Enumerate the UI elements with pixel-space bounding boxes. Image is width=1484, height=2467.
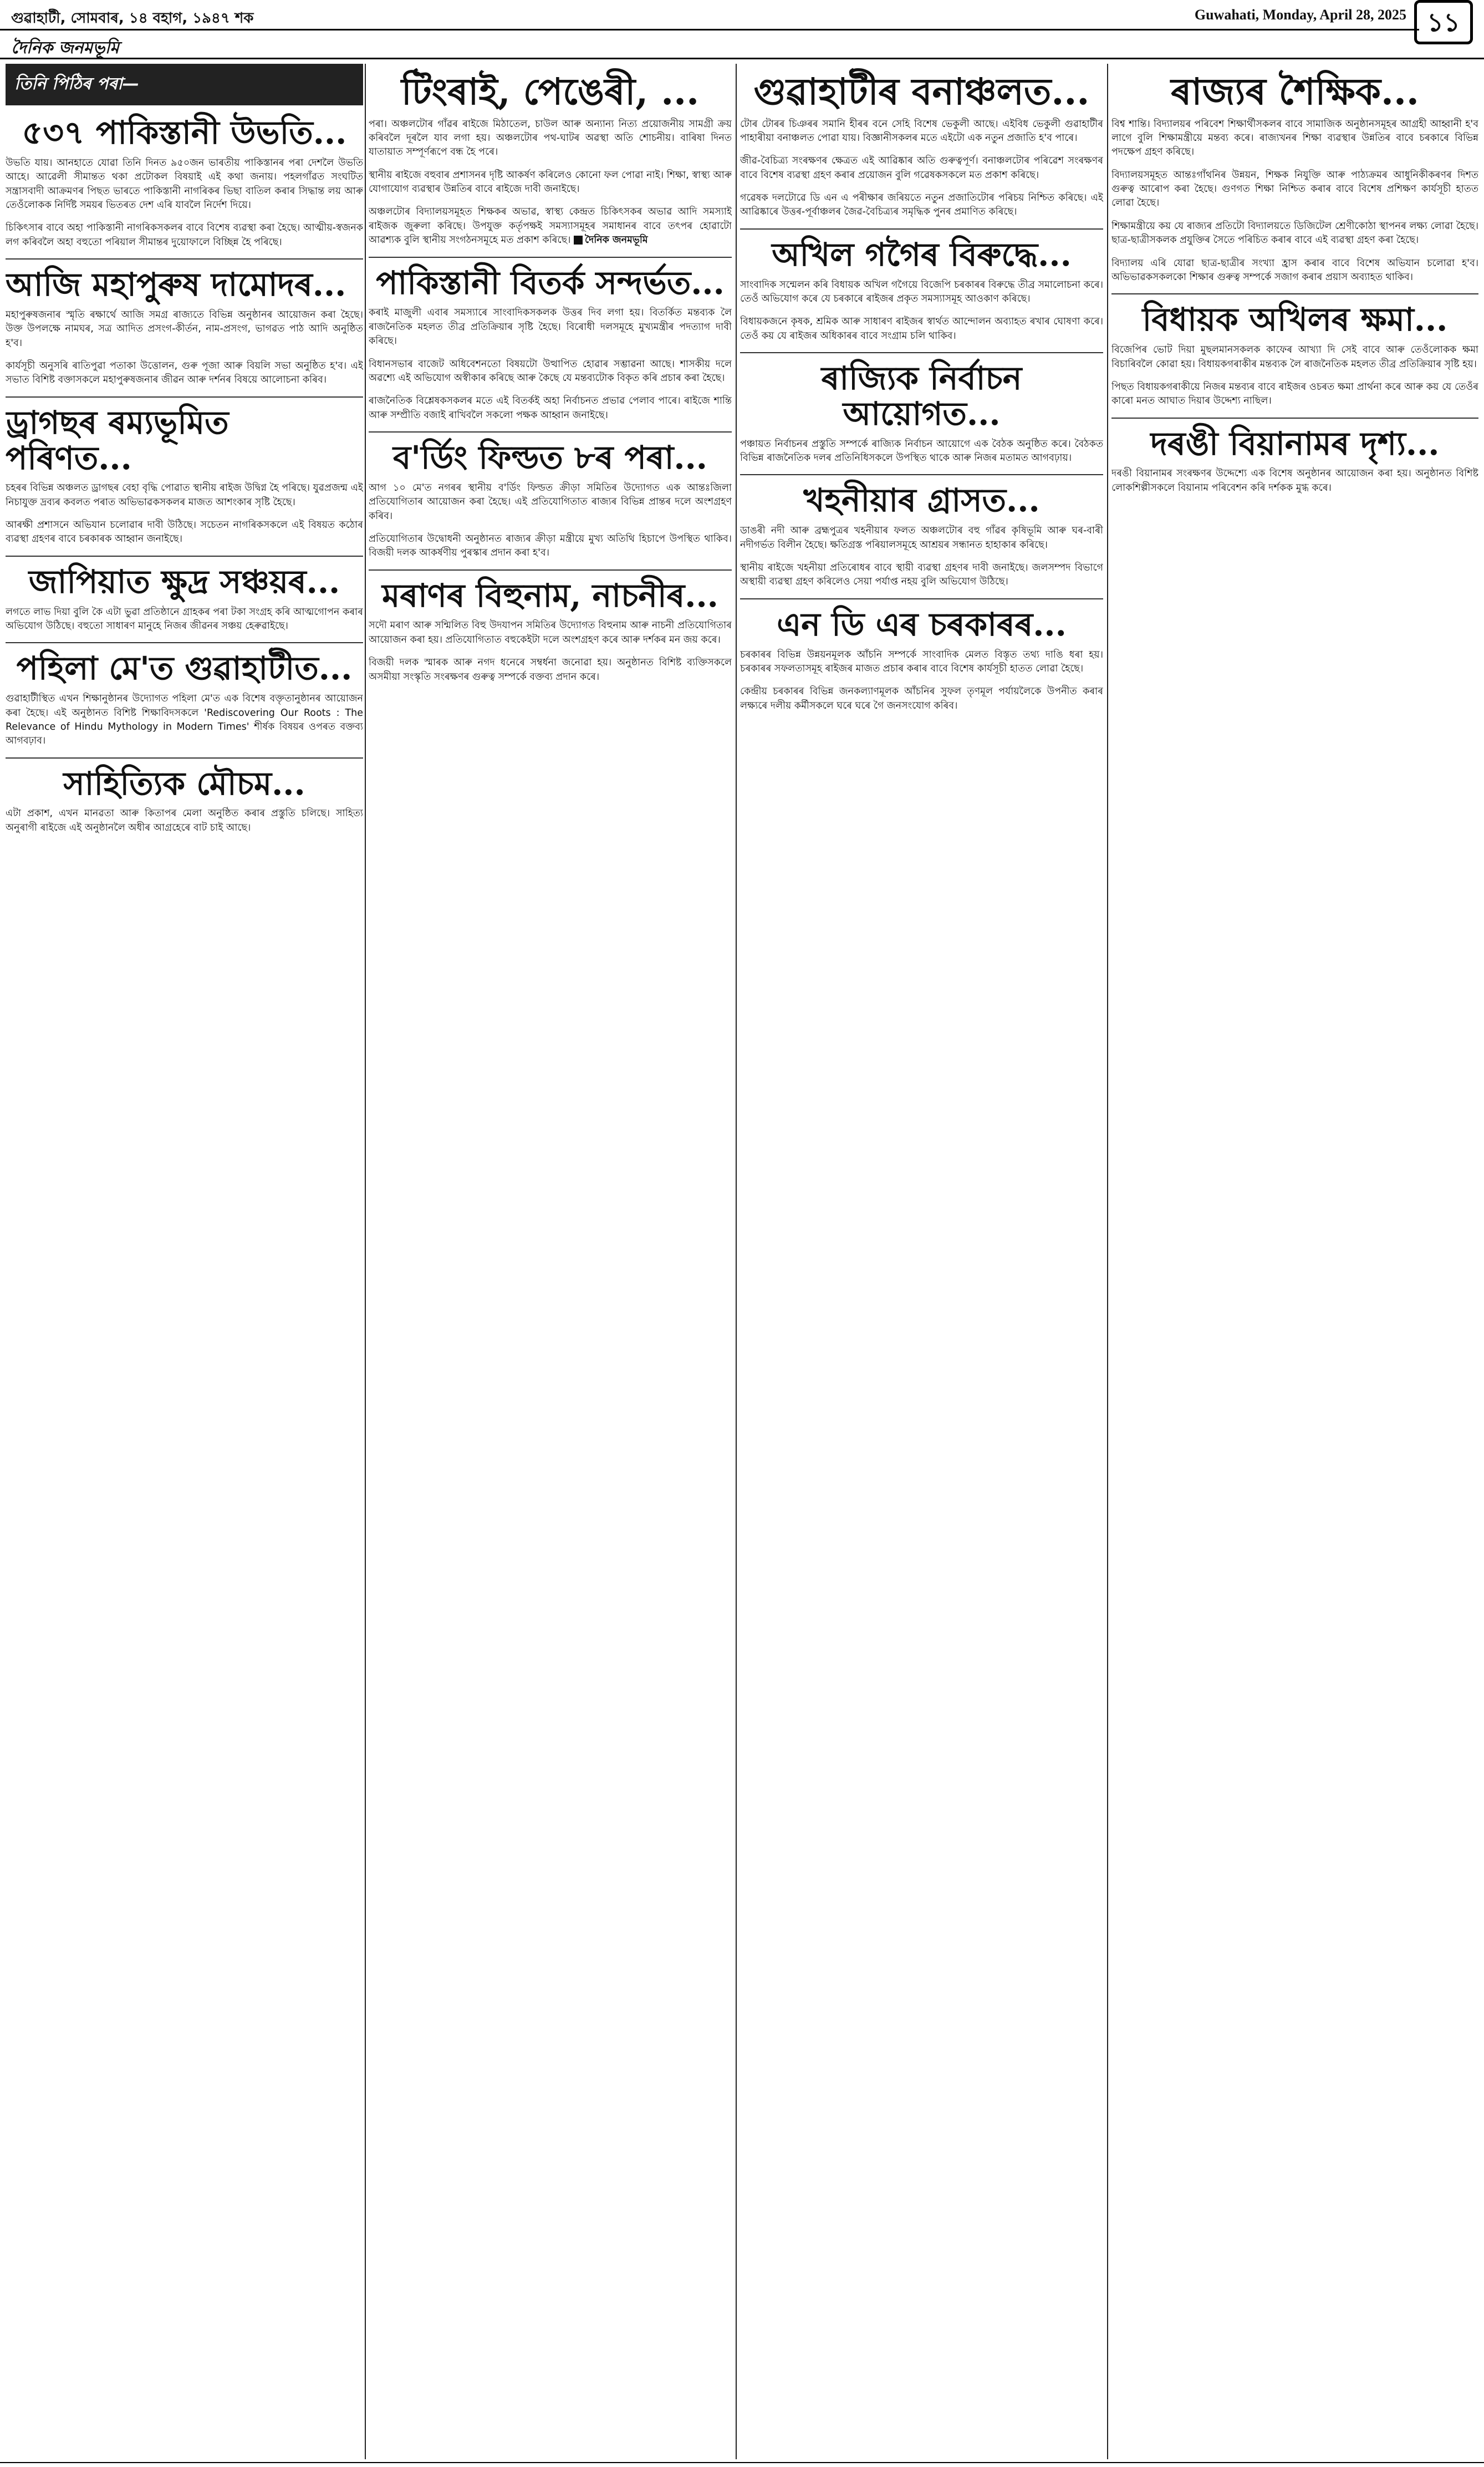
page-footer-rule: [0, 2462, 1484, 2463]
column-2: [369, 64, 732, 2459]
column-4: [1111, 64, 1478, 2459]
article-paragraph: গুৱাহাটীস্থিত এখন শিক্ষানুষ্ঠানৰ উদ্যোগত পহিলা মে'ত এক বিশেষ বক্তৃতানুষ্ঠানৰ আয়োজন কৰা হৈছে। এই অনুষ্ঠানত বিশিষ্ট শিক্ষাবিদসকলে 'Rediscovering Our Roots : The Relevance of Hindu Mythology in Modern Times' শীৰ্ষক বিষয়ৰ ওপৰত বক্তব্য আগবঢ়াব।: [6, 693, 363, 747]
article-paragraph: সদৌ মৰাণ আৰু সন্মিলিত বিহু উদযাপন সমিতিৰ উদ্যোগত বিহুনাম আৰু নাচনী প্ৰতিযোগিতাৰ আয়োজন কৰা হয়। প্ৰতিযোগিতাত বহুকেইটা দলে অংশগ্ৰহণ কৰে আৰু দৰ্শকৰ মন জয় কৰে।: [369, 620, 732, 645]
article-paragraph: অঞ্চলটোৰ বিদ্যালয়সমূহত শিক্ষকৰ অভাৱ, স্বাস্থ্য কেন্দ্ৰত চিকিৎসকৰ অভাৱ আদি সমস্যাই ৰাইজক জুৰুলা কৰিছে। উপযুক্ত কৰ্তৃপক্ষই সমস্যাসমূহৰ সমাধানৰ বাবে তৎপৰ হোৱাটো আৱশ্যক বুলি স্থানীয় সংগঠনসমূহে মত প্ৰকাশ কৰিছে। দৈনিক জনমভূমি: [369, 206, 732, 246]
article-paragraph: চিকিৎসাৰ বাবে অহা পাকিস্তানী নাগৰিকসকলৰ বাবে বিশেষ ব্যৱস্থা কৰা হৈছে। আত্মীয়-স্বজনক লগ কৰিবলৈ অহা বহুতো পৰিয়াল সীমান্তৰ দুয়োফালে বিচ্ছিন্ন হৈ পৰিছে।: [6, 222, 363, 248]
article-paragraph: আগ ১০ মে'ত নগৰৰ স্থানীয় ব'ৰ্ডিং ফিল্ডত ক্ৰীড়া সমিতিৰ উদ্যোগত এক আন্তঃজিলা প্ৰতিযোগিতাৰ আয়োজন কৰা হৈছে। এই প্ৰতিযোগিতাত ৰাজ্যৰ বিভিন্ন প্ৰান্তৰ দলে অংশগ্ৰহণ কৰিব।: [369, 482, 732, 522]
article-headline: এন ডি এৰ চৰকাৰৰ...: [777, 605, 1067, 643]
article-paragraph: পিছত বিধায়কগৰাকীয়ে নিজৰ মন্তব্যৰ বাবে ৰাইজৰ ওচৰত ক্ষমা প্ৰাৰ্থনা কৰে আৰু কয় যে তেওঁৰ কাৰো মনত আঘাত দিয়াৰ উদ্দেশ্য নাছিল।: [1111, 381, 1478, 407]
article-headline: খহনীয়াৰ গ্ৰাসত...: [803, 481, 1040, 520]
article-headline: সাহিত্যিক মৌচম...: [63, 764, 305, 802]
article-paragraph: কাৰ্যসূচী অনুসৰি ৰাতিপুৱা পতাকা উত্তোলন, গুৰু পূজা আৰু বিয়লি সভা অনুষ্ঠিত হ'ব। এই সভাত বিশিষ্ট বক্তাসকলে মহাপুৰুষজনাৰ জীৱন আৰু দৰ্শনৰ বিষয়ে আলোচনা কৰিব।: [6, 360, 363, 386]
article-paragraph: কৰাই মাজুলী এবাৰ সমস্যাৰে সাংবাদিকসকলক উত্তৰ দিব লগা হয়। বিতৰ্কিত মন্তব্যক লৈ ৰাজনৈতিক মহলত তীব্ৰ প্ৰতিক্ৰিয়াৰ সৃষ্টি হৈছে। বিৰোধী দলসমূহে মুখ্যমন্ত্ৰীৰ পদত্যাগ দাবী কৰিছে।: [369, 307, 732, 347]
article-paragraph: দৰঙী বিয়ানামৰ সংৰক্ষণৰ উদ্দেশ্যে এক বিশেষ অনুষ্ঠানৰ আয়োজন কৰা হয়। অনুষ্ঠানত বিশিষ্ট লোকশিল্পীসকলে বিয়ানাম পৰিবেশন কৰি দৰ্শকক মুগ্ধ কৰে।: [1111, 468, 1478, 494]
column-divider: [1107, 64, 1108, 2459]
article-paragraph: জীৱ-বৈচিত্ৰ্য সংৰক্ষণৰ ক্ষেত্ৰত এই আৱিষ্কাৰ অতি গুৰুত্বপূৰ্ণ। বনাঞ্চলটোৰ পৰিৱেশ সংৰক্ষণৰ বাবে বিশেষ ব্যৱস্থা গ্ৰহণ কৰাৰ প্ৰয়োজন বুলি গৱেষকসকলে মত প্ৰকাশ কৰিছে।: [740, 155, 1103, 181]
article-paragraph: চহৰৰ বিভিন্ন অঞ্চলত ড্ৰাগছৰ বেহা বৃদ্ধি পোৱাত স্থানীয় ৰাইজ উদ্বিগ্ন হৈ পৰিছে। যুৱপ্ৰজন্ম এই নিচাযুক্ত দ্ৰব্যৰ কবলত পৰাত অভিভাৱকসকলৰ মাজত আশংকাৰ সৃষ্টি হৈছে।: [6, 482, 363, 508]
continued-from-label: তিনি পিঠিৰ পৰা—: [6, 64, 363, 105]
article-headline: ৰাজ্যিক নিৰ্বাচন আয়োগত...: [821, 359, 1022, 433]
article-paragraph: সাংবাদিক সন্মেলন কৰি বিধায়ক অখিল গগৈয়ে বিজেপি চৰকাৰৰ বিৰুদ্ধে তীব্ৰ সমালোচনা কৰে। তেওঁ অভিযোগ কৰে যে চৰকাৰে ৰাইজৰ প্ৰকৃত সমস্যাসমূহ আওকাণ কৰিছে।: [740, 279, 1103, 305]
article-paragraph: ৰাজনৈতিক বিশ্লেষকসকলৰ মতে এই বিতৰ্কই অহা নিৰ্বাচনত প্ৰভাৱ পেলাব পাৰে। ৰাইজে শান্তি আৰু সম্প্ৰীতি বজাই ৰাখিবলৈ সকলো পক্ষক আহ্বান জনাইছে।: [369, 395, 732, 421]
article-paragraph: লগতে লাভ দিয়া বুলি কৈ এটা ভুৱা প্ৰতিষ্ঠানে গ্ৰাহকৰ পৰা টকা সংগ্ৰহ কৰি আত্মগোপন কৰাৰ অভিযোগ উঠিছে। বহুতো সাধাৰণ মানুহে নিজৰ জীৱনৰ সঞ্চয় হেৰুৱাইছে।: [6, 606, 363, 632]
article-paragraph: স্থানীয় ৰাইজে খহনীয়া প্ৰতিৰোধৰ বাবে স্থায়ী ব্যৱস্থা গ্ৰহণৰ দাবী জনাইছে। জলসম্পদ বিভাগে অস্থায়ী ব্যৱস্থা গ্ৰহণ কৰিলেও সেয়া পৰ্যাপ্ত নহয় বুলি অভিযোগ উঠিছে।: [740, 562, 1103, 588]
article-headline: বিধায়ক অখিলৰ ক্ষমা...: [1142, 301, 1448, 339]
article-paragraph: চৰকাৰৰ বিভিন্ন উন্নয়নমূলক আঁচনি সম্পৰ্কে সাংবাদিক মেলত বিস্তৃত তথ্য দাঙি ধৰা হয়। চৰকাৰৰ সফলতাসমূহ ৰাইজৰ মাজত প্ৰচাৰ কৰাৰ বাবে বিশেষ কাৰ্যসূচী হাতত লোৱা হৈছে।: [740, 649, 1103, 674]
article-paragraph: বিজয়ী দলক স্মাৰক আৰু নগদ ধনেৰে সম্বৰ্ধনা জনোৱা হয়। অনুষ্ঠানত বিশিষ্ট ব্যক্তিসকলে অসমীয়া সংস্কৃতি সংৰক্ষণৰ গুৰুত্ব সম্পৰ্কে বক্তব্য প্ৰদান কৰে।: [369, 657, 732, 683]
article-separator: [740, 228, 1103, 230]
article-headline: জাপিয়াত ক্ষুদ্ৰ সঞ্চয়ৰ...: [28, 562, 340, 601]
article-headline: অখিল গগৈৰ বিৰুদ্ধে...: [772, 235, 1072, 273]
article-paragraph: বিজেপিৰ ভোট দিয়া মুছলমানসকলক কাফেৰ আখ্যা দি সেই বাবে আৰু তেওঁলোকক ক্ষমা বিচাৰিবলৈ কোৱা হয়। বিধায়কগৰাকীৰ মন্তব্যক লৈ ৰাজনৈতিক মহলত তীব্ৰ প্ৰতিক্ৰিয়াৰ সৃষ্টি হয়।: [1111, 344, 1478, 370]
article-headline: ৰাজ্যৰ শৈক্ষিক...: [1171, 70, 1419, 113]
article-headline: মৰাণৰ বিহুনাম, নাচনীৰ...: [382, 576, 718, 614]
footer-tag: দৈনিক জনমভূমি: [584, 235, 648, 246]
column-1: [6, 64, 363, 2459]
header-date-english: Guwahati, Monday, April 28, 2025: [1194, 7, 1406, 23]
article-headline: ব'ৰ্ডিং ফিল্ডত ৮ৰ পৰা...: [393, 439, 707, 477]
article-headline: টিংৰাই, পেঙেৰী, ...: [401, 70, 700, 113]
end-mark-icon: [574, 236, 583, 245]
article-paragraph: উভতি যায়। আনহাতে যোৱা তিনি দিনত ৯৫০জন ভাৰতীয় পাকিস্তানৰ পৰা দেশলৈ উভতি আহে। আৱেলী সীমান্তত থকা প্ৰটোকল বিষয়াই এই কথা জনায়। পহলগাঁৱত সংঘটিত সন্ত্ৰাসবাদী আক্ৰমণৰ পিছত ভাৰতে পাকিস্তানী নাগৰিকৰ ভিছা বাতিল কৰাৰ সিদ্ধান্ত লয় আৰু তেওঁলোকক নিৰ্দিষ্ট সময়ৰ ভিতৰত দেশ এৰি যাবলৈ নিৰ্দেশ দিয়ে।: [6, 157, 363, 211]
column-3: [740, 64, 1103, 2459]
article-paragraph: শিক্ষামন্ত্ৰীয়ে কয় যে ৰাজ্যৰ প্ৰতিটো বিদ্যালয়তে ডিজিটেল শ্ৰেণীকোঠা স্থাপনৰ লক্ষ্য লোৱা হৈছে। ছাত্ৰ-ছাত্ৰীসকলক প্ৰযুক্তিৰ সৈতে পৰিচিত কৰাৰ বাবে এই ব্যৱস্থা গ্ৰহণ কৰা হৈছে।: [1111, 220, 1478, 246]
header-divider: [0, 58, 1484, 59]
article-paragraph: বিশ্ব শান্তি। বিদ্যালয়ৰ পৰিবেশ শিক্ষাৰ্থীসকলৰ বাবে সামাজিক অনুষ্ঠানসমূহৰ আগ্ৰহী আহ্বানী হ'ব লাগে বুলি শিক্ষামন্ত্ৰীয়ে মন্তব্য কৰে। ৰাজ্যখনৰ শিক্ষা ব্যৱস্থাৰ উন্নতিৰ বাবে চৰকাৰে বিভিন্ন পদক্ষেপ গ্ৰহণ কৰিছে।: [1111, 118, 1478, 158]
article-headline: ড্ৰাগছৰ ৰম্যভূমিত পৰিণত...: [6, 403, 229, 477]
article-paragraph: ডাঙৰী নদী আৰু ব্ৰহ্মপুত্ৰৰ খহনীয়াৰ ফলত অঞ্চলটোৰ বহু গাঁৱৰ কৃষিভূমি আৰু ঘৰ-বাৰী নদীগৰ্ভত বিলীন হৈছে। ক্ষতিগ্ৰস্ত পৰিয়ালসমূহে আশ্ৰয়ৰ সন্ধানত হাহাকাৰ কৰিছে।: [740, 525, 1103, 551]
article-paragraph: প্ৰতিযোগিতাৰ উদ্বোধনী অনুষ্ঠানত ৰাজ্যৰ ক্ৰীড়া মন্ত্ৰীয়ে মুখ্য অতিথি হিচাপে উপস্থিত থাকিব। বিজয়ী দলক আকৰ্ষণীয় পুৰস্কাৰ প্ৰদান কৰা হ'ব।: [369, 533, 732, 559]
newspaper-brand: দৈনিক জনমভূমি: [11, 38, 119, 58]
article-paragraph: পৰা। অঞ্চলটোৰ গাঁৱৰ ৰাইজে মিঠাতেল, চাউল আৰু অন্যান্য নিত্য প্ৰয়োজনীয় সামগ্ৰী ক্ৰয় কৰিবলৈ দূৰলৈ যাব লগা হয়। অঞ্চলটোৰ পথ-ঘাটৰ অৱস্থা অতি শোচনীয়। বাৰিষা দিনত যাতায়াত সম্পূৰ্ণৰূপে বন্ধ হৈ পৰে।: [369, 118, 732, 158]
article-separator: [369, 569, 732, 571]
header-date-assamese: গুৱাহাটী, সোমবাৰ, ১৪ বহাগ, ১৯৪৭ শক: [11, 10, 254, 27]
article-headline: আজি মহাপুৰুষ দামোদৰ...: [6, 266, 346, 304]
article-separator: [6, 556, 363, 557]
article-headline: পাকিস্তানী বিতৰ্ক সন্দৰ্ভত...: [376, 263, 725, 302]
article-separator: [1111, 293, 1478, 294]
article-paragraph: বিদ্যালয়সমূহত আন্তঃগাঁথনিৰ উন্নয়ন, শিক্ষক নিযুক্তি আৰু পাঠ্যক্ৰমৰ আধুনিকীকৰণৰ দিশত গুৰুত্ব আৰোপ কৰা হৈছে। গুণগত শিক্ষা নিশ্চিত কৰাৰ বাবে বিশেষ প্ৰশিক্ষণ কাৰ্যসূচী হাতত লোৱা হৈছে।: [1111, 169, 1478, 209]
article-paragraph: পঞ্চায়ত নিৰ্বাচনৰ প্ৰস্তুতি সম্পৰ্কে ৰাজ্যিক নিৰ্বাচন আয়োগে এক বৈঠক অনুষ্ঠিত কৰে। বৈঠকত বিভিন্ন ৰাজনৈতিক দলৰ প্ৰতিনিধিসকলে উপস্থিত থাকে আৰু নিজৰ মতামত আগবঢ়ায়।: [740, 438, 1103, 464]
header-rule: [0, 29, 1419, 30]
article-paragraph: মহাপুৰুষজনাৰ স্মৃতি ৰক্ষাৰ্থে আজি সমগ্ৰ ৰাজ্যতে বিভিন্ন অনুষ্ঠানৰ আয়োজন কৰা হৈছে। উক্ত উপলক্ষে নামঘৰ, সত্ৰ আদিত প্ৰসংগ-কীৰ্তন, নাম-প্ৰসংগ, ভাগৱত পাঠ আদি অনুষ্ঠিত হ'ব।: [6, 309, 363, 349]
article-separator: [6, 757, 363, 759]
article-separator: [369, 431, 732, 433]
article-separator: [740, 598, 1103, 599]
article-separator: [740, 474, 1103, 475]
column-divider: [736, 64, 737, 2459]
article-headline: দৰঙী বিয়ানামৰ দৃশ্য...: [1150, 424, 1440, 462]
page-number: ১১: [1414, 0, 1473, 44]
article-headline: গুৱাহাটীৰ বনাঞ্চলত...: [753, 70, 1090, 113]
article-paragraph: এটা প্ৰকাশ, এখন মানৱতা আৰু কিতাপৰ মেলা অনুষ্ঠিত কৰাৰ প্ৰস্তুতি চলিছে। সাহিত্য অনুৰাগী ৰাইজে এই অনুষ্ঠানলৈ অধীৰ আগ্ৰহেৰে বাট চাই আছে।: [6, 808, 363, 833]
article-separator: [6, 258, 363, 260]
article-paragraph: আৰক্ষী প্ৰশাসনে অভিযান চলোৱাৰ দাবী উঠিছে। সচেতন নাগৰিকসকলে এই বিষয়ত কঠোৰ ব্যৱস্থা গ্ৰহণৰ বাবে চৰকাৰক আহ্বান জনাইছে।: [6, 520, 363, 545]
page-header: [0, 0, 1484, 61]
article-paragraph: টোৰ টোৰৰ চিঞৰৰ সমানি হীৰৰ বনে সেহি বিশেষ ভেকুলী আছে। এইবিধ ভেকুলী গুৱাহাটীৰ পাহাৰীয়া বনাঞ্চলত পোৱা যায়। বিজ্ঞানীসকলৰ মতে এইটো এক নতুন প্ৰজাতি হ'ব পাৰে।: [740, 118, 1103, 144]
article-separator: [740, 352, 1103, 353]
article-paragraph: কেন্দ্ৰীয় চৰকাৰৰ বিভিন্ন জনকল্যাণমূলক আঁচনিৰ সুফল তৃণমূল পৰ্যায়লৈকে উপনীত কৰাৰ লক্ষ্যৰে দলীয় কৰ্মীসকলে ঘৰে ঘৰে গৈ জনসংযোগ কৰিব।: [740, 686, 1103, 711]
article-separator: [369, 257, 732, 258]
article-headline: পহিলা মে'ত গুৱাহাটীত...: [16, 649, 353, 688]
article-paragraph: স্থানীয় ৰাইজে বহুবাৰ প্ৰশাসনৰ দৃষ্টি আকৰ্ষণ কৰিলেও কোনো ফল পোৱা নাই। শিক্ষা, স্বাস্থ্য আৰু যোগাযোগ ব্যৱস্থাৰ উন্নতিৰ বাবে ৰাইজে দাবী জনাইছে।: [369, 169, 732, 195]
column-divider: [365, 64, 366, 2459]
article-paragraph: বিদ্যালয় এৰি যোৱা ছাত্ৰ-ছাত্ৰীৰ সংখ্যা হ্ৰাস কৰাৰ বাবে বিশেষ অভিযান চলোৱা হ'ব। অভিভাৱকসকলকো শিক্ষাৰ গুৰুত্ব সম্পৰ্কে সজাগ কৰাৰ প্ৰয়াস অব্যাহত থাকিব।: [1111, 257, 1478, 283]
article-paragraph: বিধায়কজনে কৃষক, শ্ৰমিক আৰু সাধাৰণ ৰাইজৰ স্বাৰ্থত আন্দোলন অব্যাহত ৰখাৰ ঘোষণা কৰে। তেওঁ কয় যে ৰাইজৰ অধিকাৰৰ বাবে সংগ্ৰাম চলি থাকিব।: [740, 316, 1103, 342]
article-paragraph: বিধানসভাৰ বাজেট অধিবেশনতো বিষয়টো উত্থাপিত হোৱাৰ সম্ভাৱনা আছে। শাসকীয় দলে অৱশ্যে এই অভিযোগ অস্বীকাৰ কৰিছে আৰু কৈছে যে মন্তব্যটোক বিকৃত কৰি প্ৰচাৰ কৰা হৈছে।: [369, 358, 732, 384]
article-paragraph: গৱেষক দলটোৱে ডি এন এ পৰীক্ষাৰ জৰিয়তে নতুন প্ৰজাতিটোৰ পৰিচয় নিশ্চিত কৰিছে। এই আৱিষ্কাৰে উত্তৰ-পূৰ্বাঞ্চলৰ জৈৱ-বৈচিত্ৰ্যৰ সমৃদ্ধিক পুনৰ প্ৰমাণিত কৰিছে।: [740, 192, 1103, 218]
article-separator: [1111, 418, 1478, 419]
article-separator: [6, 396, 363, 398]
article-headline: ৫৩৭ পাকিস্তানী উভতি...: [22, 114, 347, 151]
article-separator: [6, 642, 363, 643]
